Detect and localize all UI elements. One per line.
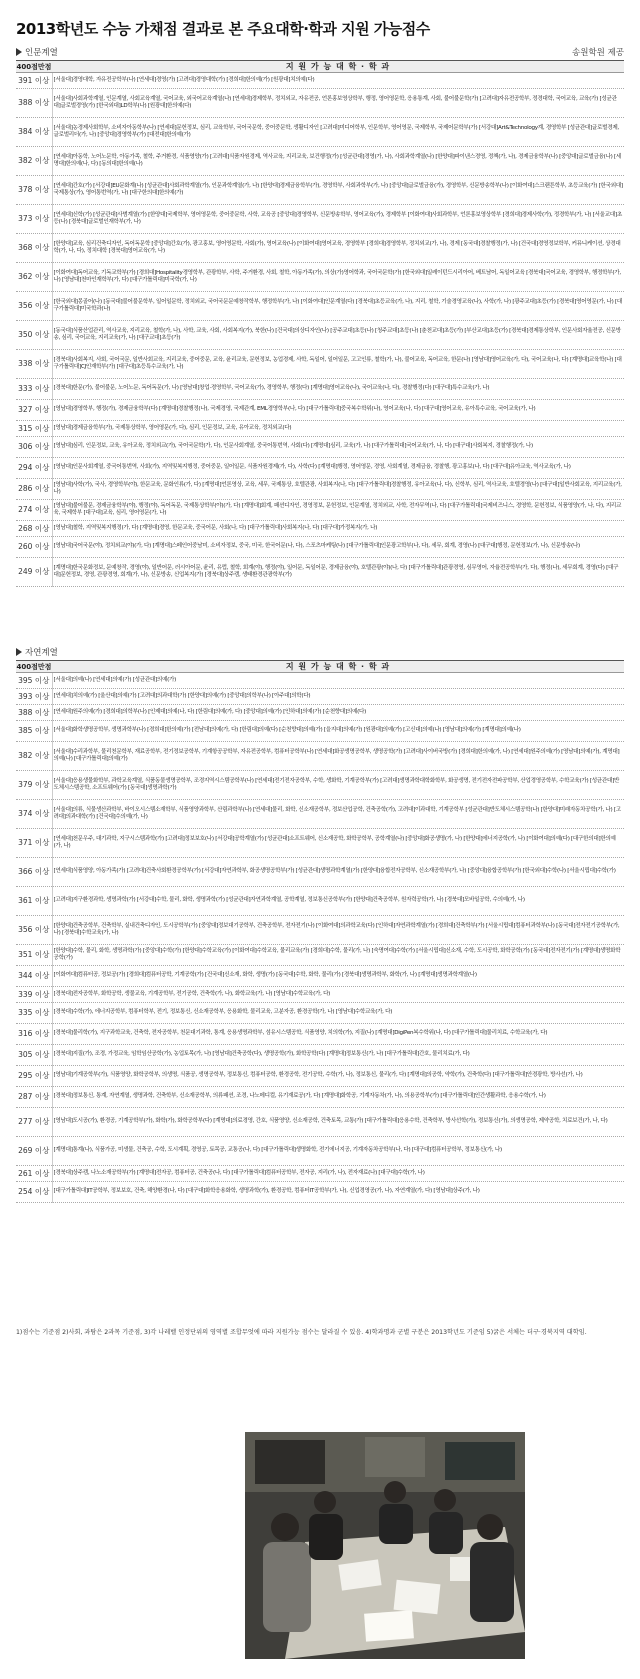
departments-cell: [경북대]수학(가), 에너지공학부, 컴퓨터학부, 전기, 정보통신, 신소재공학부, 응용화학, 물리교육, 고분자공, 환경공학(가, 나) [영남대]수학교육(가, 다) [52, 1003, 624, 1024]
score-cell: 335 이상 [16, 1003, 52, 1024]
departments-cell: [서울대]의류, 식물생산과학부, 바이오시스템소재학부, 식품영양과학부, 산림과학부(나) [연세대]물리, 화학, 신소재공학부, 정보산업공학, 건축공학(가), 고려대]이과대학, 기계공학부 [성균관대]반도체시스템공학(나) [한양대]미래자동차공학(가, 나) [고려대]의과대학(가) [건국대]수의예(가, 나) [52, 800, 624, 829]
score-cell: 286 이상 [16, 479, 52, 500]
departments-cell: [계명대]한국문화정보, 문예창작, 경영(야), 일반어문, 러시아어문, 윤리, 유럽, 철학, 회계(야), 행정(야), 일어문, 독일어문, 경제금융(야), 호텔관광(야)(나, 다) [대구가톨릭대]관광경영, 심무영어, 자율전공학부(가, 다), 행정(나), 세무회계, 경영(다) [대구대]문헌정보, 경영, 관광경영, 회계(가, 나), 신문방송, 신업복지(가) [경북대]상주캠, 생태환경관광학부(가) [52, 558, 624, 587]
triangle-bullet-icon [16, 48, 22, 56]
table-row [16, 234, 624, 263]
score-column-header: 400점만점 [16, 662, 52, 671]
departments-cell: [한양대]건축공학부, 건축학부, 실내건축디자인, 도시공학부(가) [중앙대]정보대기공학부, 건축공학부, 전자전기(나) [이화여대]의과학교육(다) [인하대]자연과학계열(가) [경희대]건축학부(가) [서울시립대]컴퓨터과학부(나) [동국대]전자전기공학부(가, 나) [경북대]수학교육(가, 나) [52, 916, 624, 945]
score-cell: 249 이상 [16, 558, 52, 587]
score-cell: 393 이상 [16, 689, 52, 705]
table-row [16, 829, 624, 858]
table-row [16, 421, 624, 437]
footnote: 1)점수는 기준점 2)사회, 과탐은 2과목 기준점, 3)각 나레벨 인정단위의 영역별 조합무엇에 따라 지원가능 점수는 달라질 수 있음. 4)학과명과 군별 구분은 2013학년도 기준임 5)굵은 서체는 더구·경북지역 대학임. [16, 1329, 587, 1336]
departments-cell: [연세대]신학(가) [성균관대]사범계열(가) [한양대]국제학부, 영어영문학, 중어중문학, 사학, 교육공 [중앙대]경영학부, 신문방송학부, 영어교육(가), 경제학부 [이화여대]사회과학부, 언론홍보영상학부 [경희대]경제사학(가), 정경학부(가, 나) [서울교대]초등(나) [경북대]글로벌인재학부(가, 나) [52, 205, 624, 234]
departments-column-header: 지 원 가 능 대 학 · 학 과 [52, 61, 624, 73]
table-row [16, 558, 624, 587]
table-row [16, 1024, 624, 1045]
departments-cell: [연세대]아동학, 노어노문학, 아동가족, 철학, 주거환경, 식품영양(가) [고려대]식품자원경제, 역사교육, 지리교육, 보건행정(가) [성균관대]경영(가, 나), 사회과학계열(나) [한양대]파이낸스경영, 정책(가, 나), 경제금융학부(나) [중앙대]글로벌금융(나) [세명대]한의예(나, 다) [동의대]한의예(나) [52, 147, 624, 176]
score-cell: 384 이상 [16, 118, 52, 147]
score-cell: 274 이상 [16, 500, 52, 521]
departments-cell: [한국외대]몽골어(나) [동국대]불어불문학부, 일어일문학, 정치외교, 국어국문문예창작학부, 행정학부(가, 나) [이화여대]인문계열(다) [경북대]초등교육(가, 나), 지리, 철학, 기술경영교육(나), 사학(가, 나) [광주교대]초등(가) [경북대]영어영문(가, 나) [대구가톨릭대]미국학과(나) [52, 292, 624, 321]
table-row [16, 721, 624, 742]
table-row [16, 1087, 624, 1108]
departments-cell: [영남대]도시공(가), 환경공, 기계공학부(가), 화학(가), 화학공학부(다) [계명대]의료경영, 간호, 식품영양, 신소재공학, 건축토목, 교통(가) [대구가톨릭대]응용수학, 건축학부, 방사선학(가), 정보통신(가), 의생명공학, 제약공학, 치료보건(가, 나, 다) [52, 1108, 624, 1137]
score-cell: 382 이상 [16, 147, 52, 176]
meeting-photo-illustration [245, 1432, 525, 1659]
table-row [16, 521, 624, 537]
departments-cell: [한양대]교육, 심리건축디자인, 독어독문학 [중앙대]간호(가), 광고홍보, 영어영문학, 사회(가), 영어교육(나) [이화여대]영어교육, 경영학부 [경희대]경영학부, 정치외교(가, 나), 경제 [동국대]경찰행정(가, 나) [건국대]경영정보학부, 커뮤니케이션, 상경대학(가, 나, 다), 정치대학 [경북대]영어교육(가, 나) [52, 234, 624, 263]
table-row [16, 1137, 624, 1166]
score-cell: 315 이상 [16, 421, 52, 437]
departments-cell: [영남대]철학, 지역및복지행정(가, 다) [계명대]경영, 한문교육, 중국어문, 사회(나, 다) [대구가톨릭대]사회복지(나, 다) [대구대]가정복지(가, 나) [52, 521, 624, 537]
table-row [16, 500, 624, 521]
departments-cell: [영남대]사학(가), 국사, 경영학부(야), 한문교육, 문화인류(가, 다) [계명대]언론영상, 교육, 세무, 국제통상, 호텔관광, 사회복지(나, 다) [대구가톨릭대]경찰행정, 유아교육(나, 다), 신학부, 심리, 역사교육, 호텔경영(나) [대구대]일반사회교육, 지리교육(가, 나) [52, 479, 624, 500]
departments-cell: [경북대]사회복지, 사회, 국어국문, 일반사회교육, 지리교육, 중어중문, 교육, 윤리교육, 문헌정보, 농업경제, 사학, 독일어, 일어일문, 고고인류, 철학(가, 나), 불어교육, 독어교육, 한문(나) [영남대]영어교육(가, 다), 국어교육(나, 다) [계명대]교육학(나) [대구가톨릭대]CJ인재학부(가) [대구대]초등특수교육(가, 나) [52, 350, 624, 379]
departments-cell: [연세대]간호(가) [서강대]EU문화계(나) [성균관대]사회과학계열(가), 인문과학계열(가, 나) [한양대]경제금융학부(가), 경영학부, 사회과학부(가, 나) [중앙대]글로벌금융(가), 경영학부, 신문방송학부(나) [이화여대]스크랜튼학부, 초등교육(가) [한국외대]국제통상(가), 영어통번역(가, 나) [대구한의대]한의예(가) [52, 176, 624, 205]
departments-cell: [영남대]불어불문, 경제금융학부(야), 행정(야), 독어독문, 국제통상학부(야)(가, 다) [계명대]회계, 패션디자인, 경영정보, 문헌정보, 인문계열, 정치외교, 사학, 전자무역(나, 다) [대구가톨릭대]국제비즈니스, 경영학, 문헌정보, 식품영양(가, 나, 다), 지리교육, 국제학부 [대구대]교육, 심리, 영어영문(가, 나) [52, 500, 624, 521]
score-cell: 287 이상 [16, 1087, 52, 1108]
table-row [16, 705, 624, 721]
triangle-bullet-icon [16, 648, 22, 656]
score-cell: 344 이상 [16, 966, 52, 987]
score-cell: 371 이상 [16, 829, 52, 858]
departments-cell: [서울대]의예(나) [연세대]의예(가) [성균관대]의예(가) [52, 673, 624, 689]
table-row [16, 118, 624, 147]
table-row [16, 437, 624, 458]
departments-cell: [연세대]식품영양, 아동가족(가) [고려대]건축사회환경공학부(가) [서강대]자연과학부, 화공생명공학부(가) [성균관대]생명과학계열(가) [한양대]융합전자공학부, 신소재공학부(가, 나) [중앙대]융합공학부(가) [한국외대]수학(나) [서울시립대]수학(가) [52, 858, 624, 887]
table-row [16, 205, 624, 234]
score-cell: 277 이상 [16, 1108, 52, 1137]
table-row [16, 771, 624, 800]
score-cell: 373 이상 [16, 205, 52, 234]
table-row [16, 1108, 624, 1137]
score-cell: 385 이상 [16, 721, 52, 742]
score-cell: 356 이상 [16, 916, 52, 945]
natural-section-label: 자연계열 [25, 648, 58, 658]
table-row [16, 1066, 624, 1087]
natural-table-header [16, 661, 624, 673]
score-cell: 295 이상 [16, 1066, 52, 1087]
table-row [16, 916, 624, 945]
departments-cell: [계명대]통계(나), 식품가공, 미생물, 건축공, 수학, 도시계획, 경영공, 토목공, 교통공(나, 다) [대구가톨릭대]생명화학, 전기에너지공, 기계자동차공학부(나, 다) [대구대]컴퓨터공학부, 정보통신(가, 나) [52, 1137, 624, 1166]
table-row [16, 742, 624, 771]
table-row [16, 987, 624, 1003]
departments-cell: [서울대]경영대학, 자유전공학부(나) [연세대]경영(가) [고려대]경영대학(가) [경희대]한의예(가) [원광대]치의예(다) [52, 73, 624, 89]
humanities-table-header [16, 61, 624, 73]
score-cell: 254 이상 [16, 1182, 52, 1203]
table-row [16, 73, 624, 89]
score-cell: 269 이상 [16, 1137, 52, 1166]
table-row [16, 945, 624, 966]
table-row [16, 887, 624, 916]
departments-cell: [서울대]응용생물화학부, 과학교육계열, 식품동물생명공학부, 조경지역시스템공학부(나) [연세대]전기전자공학부, 수학, 생화학, 기계공학부(가) [고려대]생명과학대학화학부, 화공생명, 전기전자전파공학부, 산업경영공학부, 수학교육(가) [성균관대]반도체시스템공학, 소프트웨어(가) [동국대]생명과학(가) [52, 771, 624, 800]
score-cell: 395 이상 [16, 673, 52, 689]
score-cell: 327 이상 [16, 400, 52, 421]
score-cell: 294 이상 [16, 458, 52, 479]
score-cell: 305 이상 [16, 1045, 52, 1066]
table-row [16, 800, 624, 829]
score-cell: 379 이상 [16, 771, 52, 800]
score-cell: 339 이상 [16, 987, 52, 1003]
score-cell: 388 이상 [16, 705, 52, 721]
score-cell: 261 이상 [16, 1166, 52, 1182]
score-cell: 316 이상 [16, 1024, 52, 1045]
table-row [16, 292, 624, 321]
table-row [16, 673, 624, 689]
table-row [16, 350, 624, 379]
departments-cell: [이화여대]독어교육, 기독교학부(가) [경희대]Hospitality경영학부, 관광학부, 사학, 주거환경, 사회, 철학, 아동가족(가), 의상(가)영어학과, 국어국문학(가) [한국외대]일레이턴드시리아어, 베트남어, 독일어교육 [경북대]국어교육, 경영학부, 행정학부(가, 나) [영남대]천마인재학부(가, 다) [대구가톨릭대]미국학(가, 나) [52, 263, 624, 292]
departments-cell: [이화여대]컴퓨터공, 정보공(가) [경희대]컴퓨터공학, 기계공학(가) [건국대]신소재, 화학, 생명(가) [동국대]수학, 화학, 물리(가) [경북대]생명과학부, 화학(가, 나) [계명대]생명과학계열(나) [52, 966, 624, 987]
departments-cell: [영남대]경제금융학부(가), 국제통상학부, 영어영문(가, 다), 심리, 인문정보, 교육, 유아교육, 정치외교(다) [52, 421, 624, 437]
departments-cell: [대구가톨릭대]IT공학부, 정보보호, 건축, 해양환경(나, 다) [대구대]화학응용화학, 생명과학(가), 환경공학, 컴퓨터IT공학부(가, 나), 신업경영공(가, 나), 자연계열(가, 다) [영남대]상주(가, 나) [52, 1182, 624, 1203]
humanities-section-header [16, 46, 624, 60]
table-row [16, 458, 624, 479]
score-cell: 388 이상 [16, 89, 52, 118]
table-row [16, 1045, 624, 1066]
departments-cell: [동국대]식품산업관리, 역사교육, 지리교육, 철학(가, 나), 사학, 교육, 사회, 사회복지(가), 북한(나) [건국대]의상디자인(나) [공주교대]초등(나) [청주교대]초등(나) [춘천교대]초등(가) [부산교대]초등(가) [경북대]경제통상학부, 인문사회자율전공, 신문방송, 심리, 국어교육, 지리교육(가, 나) [대구교대]초등(가) [52, 321, 624, 350]
departments-cell: [영남대]국어국문(야), 정치외교(야)(가, 다) [계명대]스페인어중남미, 소비자정보, 중국, 미국, 한국어문(나, 다), 스포츠마케팅(나) [대구가톨릭대]인문광고학부(나, 다), 세무, 회계, 경영(나) [대구대]행정, 문헌정보(가, 나), 신문방송(나) [52, 537, 624, 558]
table-row [16, 479, 624, 500]
departments-cell: [경북대]한문(가), 불어불문, 노어노문, 독어독문(가, 나) [영남대]창업·경영학부, 국어교육(가), 경영학부, 행정(다) [계명대]영어교육(나), 국어교육(나, 다), 경찰행정(다) [대구대]특수교육(가, 나) [52, 379, 624, 400]
departments-cell: [연세대]치의예(가) [울산대]의예(가) [고려대]의과대학(가) [한양대]의예(가) [중앙대]의학부(나) [아주대]의학(다) [52, 689, 624, 705]
departments-cell: [서울대]화학생명공학부, 생명과학부(나) [경희대]한의예(가) [전남대]의예(가, 다) [한림대]의예(다) [순천향대]의예(가) [을지대]의예(가) [원광대]의예(가) [고신대]의예(나) [영남대]의예(가) [계명대]의예(나) [52, 721, 624, 742]
score-cell: 306 이상 [16, 437, 52, 458]
natural-table [16, 660, 624, 1203]
departments-cell: [경북대]상주캠, 나노소재공학부(가) [계명대]전자공, 컴퓨터공, 건축공(나, 다) [대구가톨릭대]컴퓨터공학부, 전자공, 지리(가, 나), 전자재료(나) [대구대]수학(가, 나) [52, 1166, 624, 1182]
departments-cell: [한양대]수학, 물리, 화학, 생명과학(가) [중앙대]수학(가) [한양대]수학교육(가) [이화여대]수학교육, 물리교육(가) [경희대]수학, 물리(가, 나) [숙명여대]수학(가) [서울시립대]신소재, 수학, 도시공학, 화학공학(가) [동국대]전자전기(가) [계명대]생명화학공학(가) [52, 945, 624, 966]
score-cell: 378 이상 [16, 176, 52, 205]
table-row [16, 966, 624, 987]
departments-cell: [연세대]천문우주, 대기과학, 지구시스템과학(가) [고려대]정보보호(나) [서강대]공학계열(가) [성균관대]소프트웨어, 신소재공학, 화학공학부, 공학계열(나) [중앙대]화공생명(가, 나) [한양대]에너지공학(가, 나) [이화여대]의예(다) [대구한의대]한의예(가, 나) [52, 829, 624, 858]
departments-cell: [영남대]인문사회계열, 중국어통번역, 사회(가), 지역및복지행정, 중어중문, 일어일문, 식품자원경제(가, 다), 사학(다) [계명대]행정, 영어영문, 경영, 사회계열, 경제금융, 경찰행, 광고홍보(나, 다) [대구대]유아교육, 역사교육(가, 나) [52, 458, 624, 479]
score-cell: 361 이상 [16, 887, 52, 916]
departments-cell: [경북대]물리학(가), 지구과학교육, 건축학, 전자공학부, 천문대기과학, 통계, 응용생명과학부, 섬유시스템공학, 식품영양, 치의학(가), 지질(나) [계명대]DigiPen복수학위(나, 다) [대구가톨릭대]물리치료, 수학교육(가, 다) [52, 1024, 624, 1045]
score-cell: 366 이상 [16, 858, 52, 887]
score-cell: 391 이상 [16, 73, 52, 89]
departments-cell: [고려대]지구환경과학, 생명과학(가) [서강대]수학, 물리, 화학, 생명과학(가) [성균관대]자연과학계열, 공학계열, 정보통신공학부(가) [한양대]건축공학부, 원자력공학(가, 나) [경북대]모바일공학, 수의예(가, 나) [52, 887, 624, 916]
table-row [16, 379, 624, 400]
score-cell: 260 이상 [16, 537, 52, 558]
table-row [16, 89, 624, 118]
table-row [16, 858, 624, 887]
score-cell: 268 이상 [16, 521, 52, 537]
table-row [16, 537, 624, 558]
meeting-photo [245, 1432, 525, 1659]
departments-cell: [영남대]기계공학부(가), 식품영양, 화학공학부, 의생명, 식품공, 생명공학부, 정보통신, 컴퓨터공학, 환경공학, 전기공학, 수학(가, 나), 정보통신, 물리(가, 다) [계명대]의공학, 약학(가), 건축학(다) [대구가톨릭대]안경광학, 방사선(가, 나) [52, 1066, 624, 1087]
table-row [16, 176, 624, 205]
departments-cell: [연세대]원주의예(가) [경희대]의학부(나) [인제대]의예(나, 다) [한림대]의예(가, 다) [중앙대]의예(가) [인하대]의예(가) [순천향대]의예(다) [52, 705, 624, 721]
score-cell: 368 이상 [16, 234, 52, 263]
departments-cell: [서울대]농경제사회학부, 소비자아동학부(나) [연세대]문헌정보, 심리, 교육학부, 국어국문학, 중어중문학, 생활디자인 [고려대]미디어학부, 인문학부, 영어영문, 국제학부, 국제어문학부(가) [서강대]Art&Technology계, 경영학부 [성균관대]글로벌경제, 글로벌리더(가, 나) [중앙대]경영학부(가) [대전대]한의예(가) [52, 118, 624, 147]
table-row [16, 263, 624, 292]
score-cell: 338 이상 [16, 350, 52, 379]
score-cell: 356 이상 [16, 292, 52, 321]
score-cell: 351 이상 [16, 945, 52, 966]
table-row [16, 1182, 624, 1203]
departments-cell: [영남대]경영학부, 행정(가), 경제금융학부(다) [계명대]경찰행정(나), 국제경영, 국제관계, EML경영학부(나, 다) [대구가톨릭대]중국복수학위(나), 영어교육(나, 다) [대구대]영어교육, 유아특수교육, 국어교육(가, 나) [52, 400, 624, 421]
departments-cell: [경북대]지질(가), 조경, 가정교육, 임학임산공학(가), 농업토목(가, 나) [영남대]건축공학(다), 생명공학(가), 화학공학(다) [계명대]정보통신(가, 나) [대구가톨릭대]간호, 물리치료(가, 다) [52, 1045, 624, 1066]
table-row [16, 689, 624, 705]
score-cell: 362 이상 [16, 263, 52, 292]
page-title: 2013학년도 수능 가채점 결과로 본 주요대학·학과 지원 가능점수 [16, 20, 430, 38]
departments-cell: [경북대]정보통신, 통계, 자연계열, 생명과학, 건축학부, 신소재공학부, 의류패션, 조경, 나노메디컬, 유기재료공(가, 다) [계명대]화학공, 기계자동차(가, 나), 의용공학부(가) [대구가톨릭대]인간생활과학, 응용수학(가, 나) [52, 1087, 624, 1108]
score-column-header: 400점만점 [16, 62, 52, 71]
score-cell: 333 이상 [16, 379, 52, 400]
departments-cell: [서울대]수리과학부, 물리천문학부, 재료공학부, 전기정보공학부, 기계항공공학부, 자유전공학부, 컴퓨터공학부(나) [연세대]화공생명공학부, 생명공학(가) [고려대]사이버국방(가) [경희대]한의예(가, 나) [연세대]원주의예(가) [영남대]의예(가), 계명대]의예(나) [대구가톨릭대]의예(가) [52, 742, 624, 771]
table-row [16, 400, 624, 421]
score-cell: 374 이상 [16, 800, 52, 829]
table-row [16, 1003, 624, 1024]
departments-column-header: 지 원 가 능 대 학 · 학 과 [52, 661, 624, 673]
humanities-section-label: 인문계열 [25, 48, 58, 58]
departments-cell: [서울대]사회과학계열, 인문계열, 사회교육계열, 국어교육, 외국어교육계열(나) [연세대]경제학부, 정치외교, 자유전공, 언론홍보영상학부, 행정, 영어영문학, 응용통계, 사회, 불어불문학(가) [고려대]자유전공학부, 정경대학, 국어교육, 교육(가) [성균관대]글로벌경영(가) [한국외대]LD학부(나) [원광대]한의예(다) [52, 89, 624, 118]
departments-cell: [영남대]심리, 인문정보, 교육, 유아교육, 정치외교(가), 국어국문학(가, 다), 인문사회계열, 중국어통번역, 사회(다) [계명대]심리, 교육(가, 나) [대구가톨릭대]국어교육(가, 나, 다) [대구대]사회복지, 경찰행정(가, 나) [52, 437, 624, 458]
source-credit: 송원학원 제공 [572, 48, 624, 58]
table-row [16, 1166, 624, 1182]
score-cell: 382 이상 [16, 742, 52, 771]
table-row [16, 321, 624, 350]
table-row [16, 147, 624, 176]
humanities-table [16, 60, 624, 587]
departments-cell: [경북대]전자공학부, 화학공학, 생물교육, 기계공학부, 전기공학, 건축학(가, 나), 화학교육(가, 나) [영남대]수학교육(가, 다) [52, 987, 624, 1003]
natural-section-header [16, 646, 624, 660]
score-cell: 350 이상 [16, 321, 52, 350]
